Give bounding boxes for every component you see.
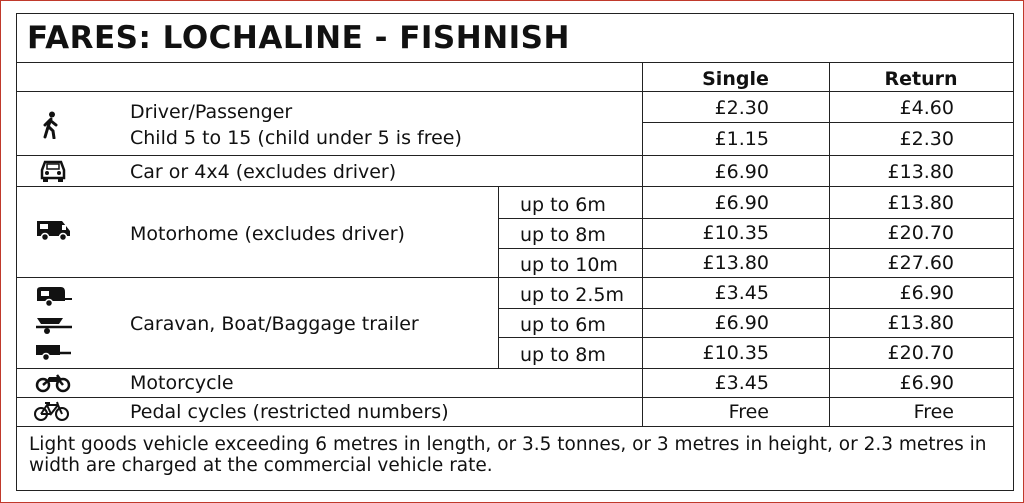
- single-price: £3.45: [714, 282, 769, 304]
- divider: [498, 337, 1013, 338]
- car-icon: [39, 159, 67, 183]
- page-title: FARES: LOCHALINE - FISHNISH: [27, 20, 570, 56]
- row-label-motorhome: Motorhome (excludes driver): [130, 223, 405, 245]
- return-price: Free: [913, 401, 954, 423]
- single-price: £10.35: [702, 342, 769, 364]
- divider: [17, 186, 1013, 187]
- caravan-icon: [35, 286, 73, 308]
- row-label-caravan-trailer: Caravan, Boat/Baggage trailer: [130, 313, 419, 335]
- baggage-trailer-icon: [33, 342, 73, 362]
- size-label: up to 6m: [520, 314, 606, 336]
- single-price: Free: [728, 401, 769, 423]
- footnote: Light goods vehicle exceeding 6 metres in length, or 3.5 tonnes, or 3 metres in height, or 2.3 metres in width are charged at the commercial vehicle rate.: [29, 434, 987, 476]
- return-price: £6.90: [899, 372, 954, 394]
- return-price: £13.80: [887, 312, 954, 334]
- single-price: £3.45: [714, 372, 769, 394]
- row-label-driver-passenger: Driver/Passenger: [130, 101, 293, 123]
- divider: [642, 122, 1013, 123]
- return-price: £27.60: [887, 252, 954, 274]
- divider: [498, 186, 499, 368]
- divider: [498, 218, 1013, 219]
- single-price: £6.90: [714, 312, 769, 334]
- divider: [17, 426, 1013, 427]
- single-price: £6.90: [714, 192, 769, 214]
- single-price: £10.35: [702, 222, 769, 244]
- divider: [17, 368, 1013, 369]
- size-label: up to 8m: [520, 224, 606, 246]
- fares-table: [16, 13, 1014, 491]
- divider: [17, 277, 1013, 278]
- row-label-motorcycle: Motorcycle: [130, 372, 234, 394]
- boat-trailer-icon: [33, 313, 73, 335]
- single-price: £2.30: [714, 97, 769, 119]
- motorhome-icon: [36, 219, 72, 241]
- row-label-pedal-cycles: Pedal cycles (restricted numbers): [130, 401, 449, 423]
- size-label: up to 10m: [520, 254, 618, 276]
- bicycle-icon: [33, 400, 71, 422]
- return-price: £13.80: [887, 192, 954, 214]
- return-price: £13.80: [887, 161, 954, 183]
- single-price: £13.80: [702, 252, 769, 274]
- header-single: Single: [702, 68, 769, 90]
- divider: [17, 155, 1013, 156]
- size-label: up to 6m: [520, 194, 606, 216]
- single-price: £6.90: [714, 161, 769, 183]
- divider: [498, 248, 1013, 249]
- single-price: £1.15: [714, 128, 769, 150]
- return-price: £20.70: [887, 342, 954, 364]
- return-price: £4.60: [899, 97, 954, 119]
- header-return: Return: [884, 68, 958, 90]
- pedestrian-icon: [41, 111, 61, 139]
- divider: [17, 91, 1013, 92]
- row-label-child: Child 5 to 15 (child under 5 is free): [130, 127, 462, 149]
- divider: [17, 397, 1013, 398]
- divider: [17, 62, 1013, 63]
- return-price: £20.70: [887, 222, 954, 244]
- row-label-car: Car or 4x4 (excludes driver): [130, 161, 397, 183]
- size-label: up to 2.5m: [520, 284, 624, 306]
- divider: [498, 308, 1013, 309]
- motorcycle-icon: [35, 371, 71, 393]
- return-price: £6.90: [899, 282, 954, 304]
- return-price: £2.30: [899, 128, 954, 150]
- size-label: up to 8m: [520, 344, 606, 366]
